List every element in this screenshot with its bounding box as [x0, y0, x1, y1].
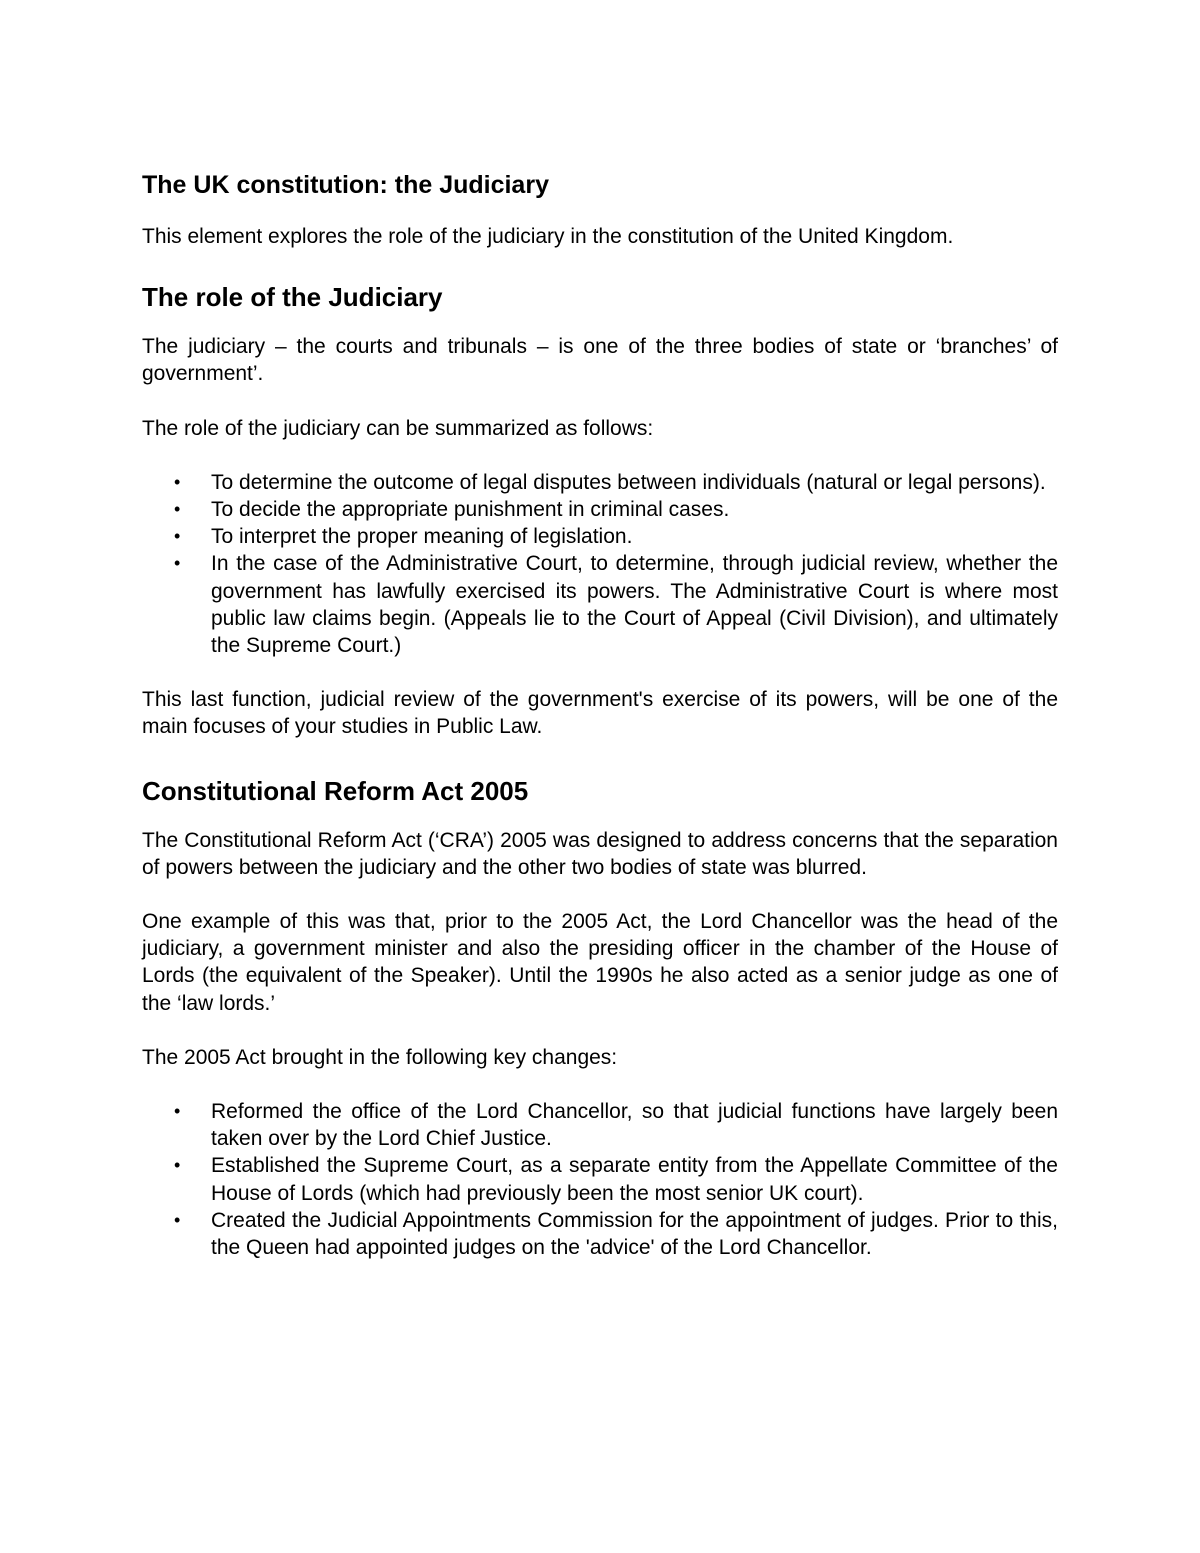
list-item-text: To interpret the proper meaning of legislation. — [211, 525, 633, 549]
list-item-text: Established the Supreme Court, as a separate entity from the Appellate Committee of the House of Lords (which had previously been the most senior UK court). — [211, 1154, 1058, 1205]
list-item — [142, 1098, 1058, 1152]
list-item — [142, 496, 1058, 523]
list-item-text: Created the Judicial Appointments Commission for the appointment of judges. Prior to this, the Queen had appointed judges on the 'advice' of the Lord Chancellor. — [211, 1208, 1058, 1260]
paragraph-judiciary-branches: The judiciary – the courts and tribunals – is one of the three bodies of state or ‘branches’ of government’. — [142, 335, 1058, 386]
bullet-icon: • — [174, 499, 181, 520]
paragraph-cra-purpose: The Constitutional Reform Act (‘CRA’) 2005 was designed to address concerns that the separation of powers between the judiciary and the other two bodies of state was blurred. — [142, 828, 1058, 879]
intro-paragraph: This element explores the role of the judiciary in the constitution of the United Kingdom. — [142, 225, 954, 248]
paragraph-key-changes-intro: The 2005 Act brought in the following key changes: — [142, 1045, 618, 1069]
list-item — [142, 469, 1058, 496]
bullet-icon: • — [174, 526, 181, 547]
list-item — [142, 550, 1058, 659]
bullet-list-key-changes — [142, 1098, 1058, 1261]
list-item — [142, 1207, 1058, 1261]
list-item — [142, 523, 1058, 550]
paragraph-judicial-review-focus: This last function, judicial review of the government's exercise of its powers, will be one of the main focuses of your studies in Public Law. — [142, 688, 1058, 739]
list-item-text: To decide the appropriate punishment in criminal cases. — [211, 498, 730, 522]
paragraph-lord-chancellor-example: One example of this was that, prior to the 2005 Act, the Lord Chancellor was the head of the judiciary, a government minister and also the presiding officer in the chamber of the House of Lords (the equivalent of the Speaker). Until the 1990s he also acted as a senior judge as one of the ‘law lords.’ — [142, 910, 1058, 1015]
list-item — [142, 1152, 1058, 1206]
document-page — [142, 165, 1058, 1288]
bullet-list-judiciary-roles — [142, 469, 1058, 659]
bullet-icon: • — [174, 1209, 181, 1230]
section-heading-constitutional-reform-act: Constitutional Reform Act 2005 — [142, 775, 529, 806]
list-item-text: To determine the outcome of legal disputes between individuals (natural or legal persons). — [211, 470, 1046, 494]
bullet-icon: • — [174, 1155, 181, 1176]
list-item-text: Reformed the office of the Lord Chancellor, so that judicial functions have largely been taken over by the Lord Chief Justice. — [211, 1100, 1058, 1151]
bullet-icon: • — [174, 471, 181, 492]
paragraph-role-summary: The role of the judiciary can be summarized as follows: — [142, 416, 654, 440]
bullet-icon: • — [174, 553, 181, 574]
bullet-icon: • — [174, 1101, 181, 1122]
list-item-text: In the case of the Administrative Court, to determine, through judicial review, whether the government has lawfully exercised its powers. The Administrative Court is where most public law claims begin. (Appeals lie to the Court of Appeal (Civil Division), and ultimately the Supreme Court.) — [211, 552, 1058, 658]
document-title: The UK constitution: the Judiciary — [142, 171, 549, 199]
section-heading-role-of-judiciary: The role of the Judiciary — [142, 282, 443, 313]
